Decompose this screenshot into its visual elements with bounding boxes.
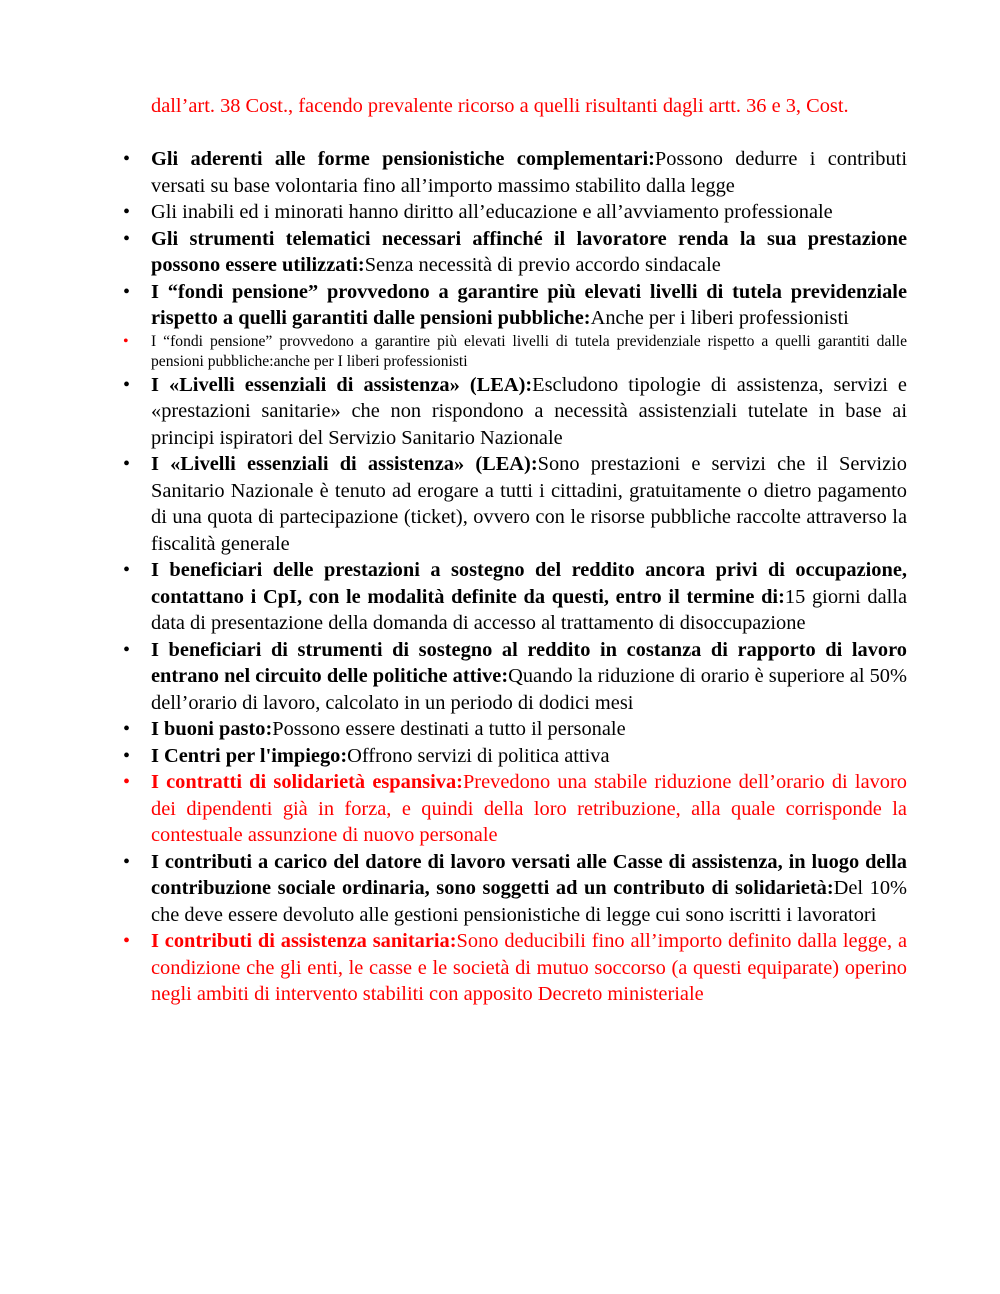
list-item: [123, 849, 907, 929]
list-item: [123, 637, 907, 717]
bullet-icon: •: [123, 280, 131, 303]
bullet-icon: •: [123, 771, 131, 793]
question-text: I contributi di assistenza sanitaria:: [151, 930, 457, 952]
answer-text: Anche per i liberi professionisti: [590, 307, 849, 329]
bullet-icon: •: [123, 850, 131, 873]
list-item: [123, 226, 907, 279]
bullet-icon: •: [123, 148, 131, 170]
list-item: [123, 332, 907, 372]
answer-text: Sono deducibili fino all’importo definito dalla legge, a condizione che gli enti, le casse e le società di mutuo soccorso (a questi equiparate) operino negli ambiti di intervento stabiliti con apposito Decreto ministeriale: [151, 930, 907, 1005]
list-item: [123, 372, 907, 452]
bullet-icon: •: [123, 373, 131, 396]
list-item: [123, 716, 907, 743]
question-text: I beneficiari delle prestazioni a sostegno del reddito ancora privi di occupazione, contattano i CpI, con le modalità definite da questi, entro il termine di:: [151, 559, 907, 608]
question-text: I contributi a carico del datore di lavoro versati alle Casse di assistenza, in luogo della contribuzione sociale ordinaria, sono soggetti ad un contributo di solidarietà:: [151, 850, 907, 899]
answer-text: Possono essere destinati a tutto il personale: [272, 718, 626, 740]
question-text: Gli aderenti alle forme pensionistiche complementari:: [151, 148, 655, 170]
bullet-icon: •: [123, 559, 131, 581]
bullet-icon: •: [123, 638, 131, 661]
bullet-icon: •: [123, 930, 131, 952]
answer-text: I “fondi pensione” provvedono a garantire più elevati livelli di tutela previdenziale rispetto a quelli garantiti dalle pensioni pubbliche:anche per I liberi professionisti: [151, 332, 907, 370]
answer-text: Del 10% che deve essere devoluto alle gestioni pensionistiche di legge cui sono iscritti i lavoratori: [151, 877, 907, 926]
answer-text: Quando la riduzione di orario è superiore al 50% dell’orario di lavoro, calcolato in un periodo di dodici mesi: [151, 665, 907, 714]
question-text: I Centri per l'impiego:: [151, 744, 348, 767]
answer-text: Sono prestazioni e servizi che il Servizio Sanitario Nazionale è tenuto ad erogare a tutti i cittadini, gratuitamente o dietro pagamento di una quota di partecipazione (ticket), ovvero con le risorse pubbliche raccolte attraverso la fiscalità generale: [151, 453, 907, 555]
bullet-icon: •: [123, 332, 129, 350]
question-text: I «Livelli essenziali di assistenza» (LEA):: [151, 453, 538, 475]
question-text: I buoni pasto:: [151, 718, 273, 740]
answer-text: Escludono tipologie di assistenza, servizi e «prestazioni sanitarie» che non rispondono a necessità assistenziali tutelate in base ai principi ispiratori del Servizio Sanitario Nazionale: [151, 373, 907, 449]
question-text: I «Livelli essenziali di assistenza» (LEA):: [151, 373, 533, 396]
list-item: [123, 279, 907, 332]
continuation-text: dall’art. 38 Cost., facendo prevalente ricorso a quelli risultanti dagli artt. 36 e 3, Cost.: [151, 95, 849, 117]
answer-text: Offrono servizi di politica attiva: [347, 744, 610, 767]
question-text: I beneficiari di strumenti di sostegno al reddito in costanza di rapporto di lavoro entrano nel circuito delle politiche attive:: [151, 638, 907, 687]
question-text: I “fondi pensione” provvedono a garantire più elevati livelli di tutela previdenziale rispetto a quelli garantiti dalle pensioni pubbliche:: [151, 280, 907, 329]
question-text: I contratti di solidarietà espansiva:: [151, 771, 463, 793]
list-item: [123, 928, 907, 1008]
list-item: [123, 769, 907, 849]
bullet-icon: •: [123, 718, 131, 740]
bullet-icon: •: [123, 453, 131, 475]
list-item: [123, 743, 907, 770]
question-text: Gli strumenti telematici necessari affinché il lavoratore renda la sua prestazione possono essere utilizzati:: [151, 227, 907, 276]
answer-text: Prevedono una stabile riduzione dell’orario di lavoro dei dipendenti già in forza, e quindi della loro retribuzione, alla quale corrisponde la contestuale assunzione di nuovo personale: [151, 771, 907, 846]
answer-text: Gli inabili ed i minorati hanno diritto all’educazione e all’avviamento professionale: [151, 201, 833, 223]
bullet-icon: •: [123, 201, 131, 223]
list-item: [123, 451, 907, 557]
list-item: [123, 146, 907, 199]
answer-text: Possono dedurre i contributi versati su base volontaria fino all’importo massimo stabilito dalla legge: [151, 148, 907, 197]
answer-text: 15 giorni dalla data di presentazione della domanda di accesso al trattamento di disoccupazione: [151, 585, 908, 634]
qa-list: [123, 146, 908, 1008]
answer-text: Senza necessità di previo accordo sindacale: [364, 254, 721, 276]
bullet-icon: •: [123, 227, 131, 250]
list-item: [123, 557, 908, 637]
list-item: [123, 199, 907, 226]
bullet-icon: •: [123, 744, 131, 767]
